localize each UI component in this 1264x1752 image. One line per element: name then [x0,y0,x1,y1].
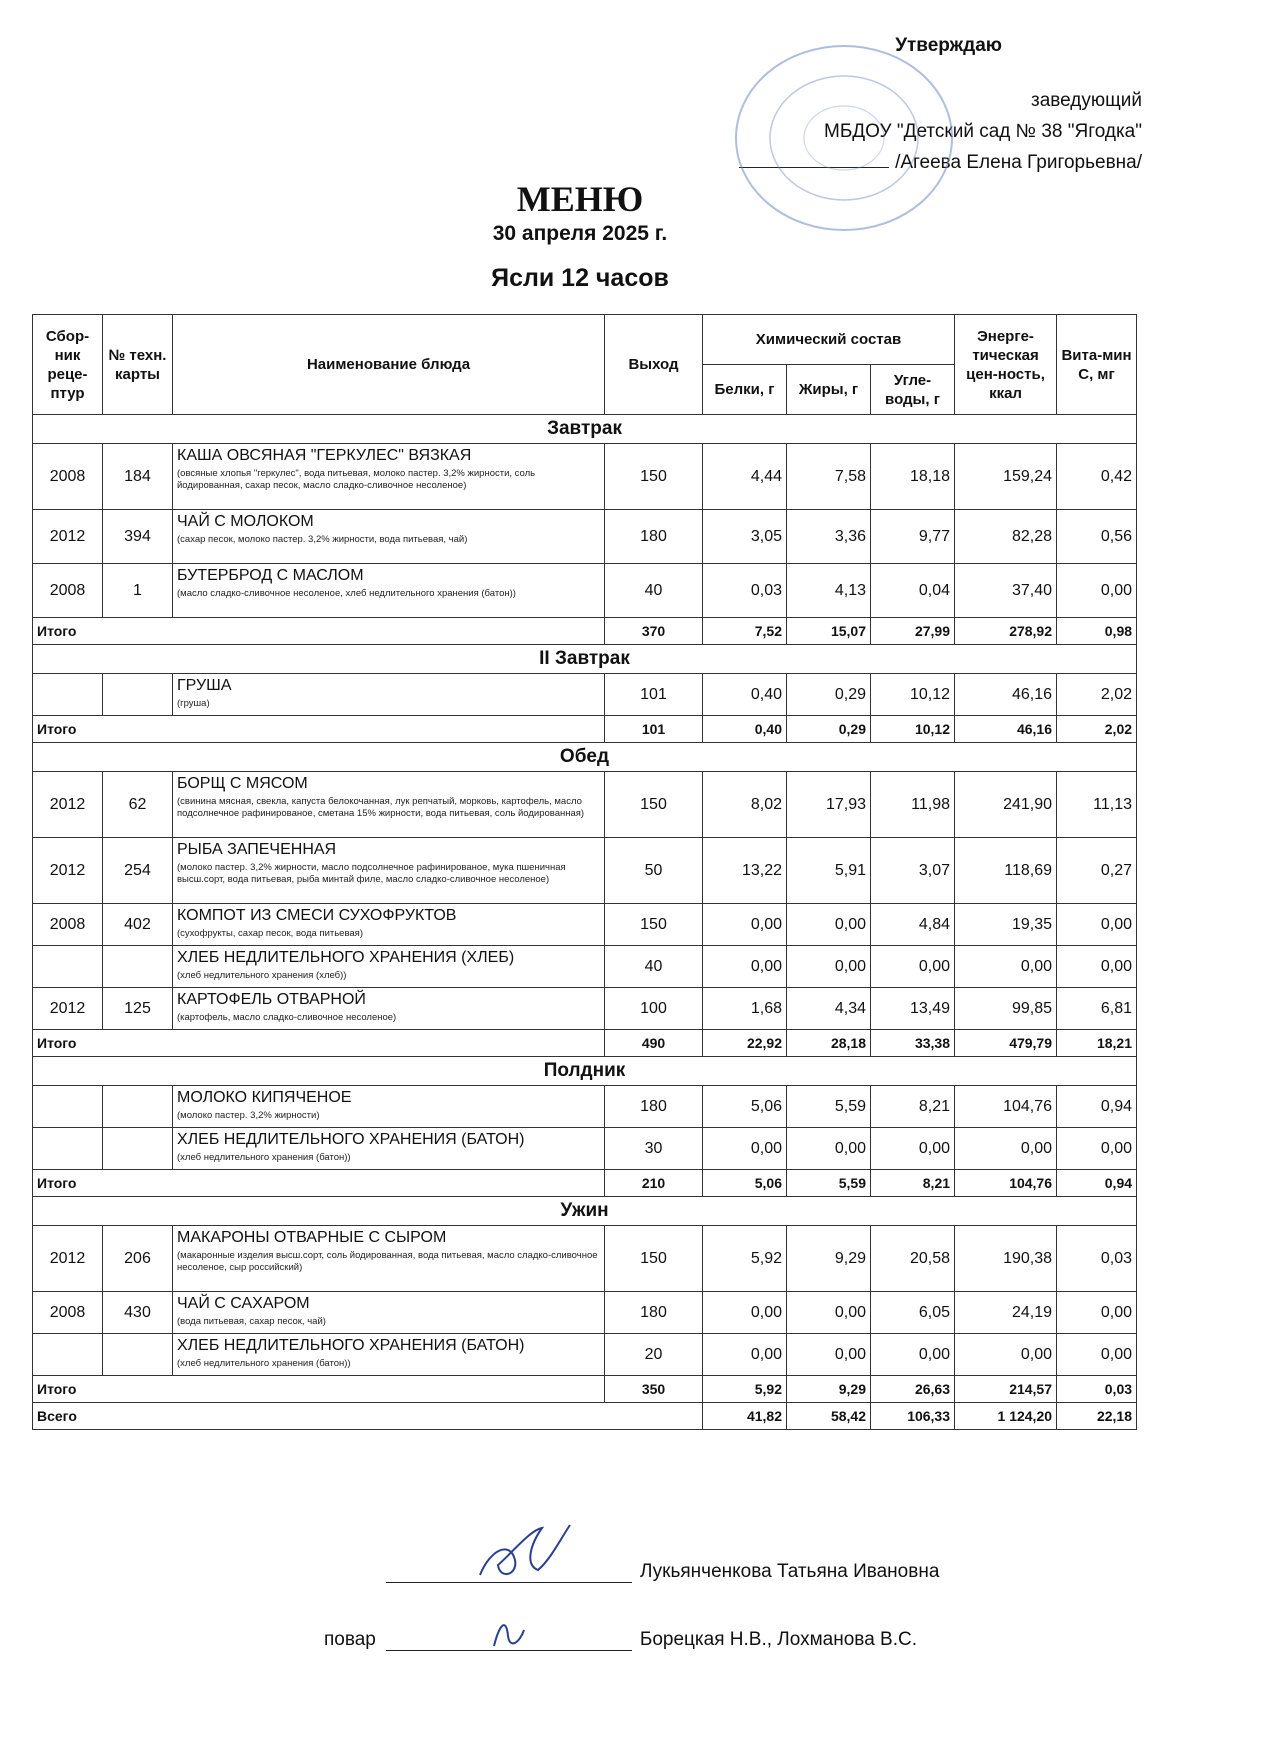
dish-row [33,1334,1137,1376]
dish-cell [173,674,605,716]
dish-ingredients: (хлеб недлительного хранения (батон)) [177,1358,351,1369]
fat-value: 4,34 [787,988,871,1030]
vitamin-c-value: 0,27 [1057,838,1137,904]
carbs-value: 0,04 [871,564,955,618]
protein-value: 4,44 [703,444,787,510]
header-yield: Выход [605,315,703,415]
total-yield: 210 [605,1170,703,1197]
total-yield: 370 [605,618,703,645]
vitamin-c-value: 0,03 [1057,1226,1137,1292]
dish-cell [173,444,605,510]
dish-cell [173,838,605,904]
total-carbs: 8,21 [871,1170,955,1197]
energy-value: 24,19 [955,1292,1057,1334]
total-energy: 104,76 [955,1170,1057,1197]
yield-value: 180 [605,510,703,564]
protein-value: 5,06 [703,1086,787,1128]
recipe-collection: 2008 [33,904,103,946]
recipe-collection [33,1086,103,1128]
dish-cell [173,904,605,946]
energy-value: 190,38 [955,1226,1057,1292]
fat-value: 5,59 [787,1086,871,1128]
yield-value: 101 [605,674,703,716]
carbs-value: 13,49 [871,988,955,1030]
recipe-collection [33,946,103,988]
total-protein: 7,52 [703,618,787,645]
cook-names: Борецкая Н.В., Лохманова В.С. [639,1629,917,1650]
grand-total-energy: 1 124,20 [955,1403,1057,1430]
tech-card-number [103,1128,173,1170]
carbs-value: 4,84 [871,904,955,946]
dish-row [33,988,1137,1030]
signer-name: Лукьянченкова Татьяна Ивановна [640,1561,940,1582]
dish-name: ХЛЕБ НЕДЛИТЕЛЬНОГО ХРАНЕНИЯ (БАТОН) [177,1337,525,1354]
signature-row-head [386,1560,939,1583]
dish-name: КАША ОВСЯНАЯ "ГЕРКУЛЕС" ВЯЗКАЯ [177,447,472,464]
dish-ingredients: (свинина мясная, свекла, капуста белокочанная, лук репчатый, морковь, картофель, масло подсолнечное рафинированое, сметана 15% жирности, вода питьевая, соль йодированная) [177,796,585,819]
total-vitamin-c: 18,21 [1057,1030,1137,1057]
dish-ingredients: (сухофрукты, сахар песок, вода питьевая) [177,928,363,939]
approver-name: /Агеева Елена Григорьевна/ [895,152,1142,173]
total-vitamin-c: 0,98 [1057,618,1137,645]
fat-value: 3,36 [787,510,871,564]
approver-position: заведующий [1030,90,1142,111]
dish-ingredients: (хлеб недлительного хранения (хлеб)) [177,970,347,981]
total-label: Итого [33,1030,605,1057]
carbs-value: 9,77 [871,510,955,564]
recipe-collection: 2012 [33,988,103,1030]
protein-value: 0,00 [703,1334,787,1376]
protein-value: 5,92 [703,1226,787,1292]
grand-total-row [33,1403,1137,1430]
approve-label: Утверждаю [895,35,1002,56]
total-label: Итого [33,716,605,743]
vitamin-c-value: 0,42 [1057,444,1137,510]
dish-name: ЧАЙ С МОЛОКОМ [177,513,314,530]
handwritten-signature [484,1606,534,1656]
carbs-value: 0,00 [871,1334,955,1376]
header-vitc: Вита-мин С, мг [1057,315,1137,415]
dish-row [33,674,1137,716]
total-label: Итого [33,618,605,645]
vitamin-c-value: 0,94 [1057,1086,1137,1128]
fat-value: 0,00 [787,1334,871,1376]
cook-label: повар [324,1629,376,1650]
dish-row [33,1292,1137,1334]
dish-ingredients: (овсяные хлопья "геркулес", вода питьевая, молоко пастер. 3,2% жирности, соль йодированная, сахар песок, масло сладко-сливочное несоленое) [177,468,536,491]
recipe-collection: 2012 [33,772,103,838]
tech-card-number: 62 [103,772,173,838]
tech-card-number: 394 [103,510,173,564]
fat-value: 0,29 [787,674,871,716]
recipe-collection: 2012 [33,838,103,904]
yield-value: 150 [605,1226,703,1292]
dish-name: МОЛОКО КИПЯЧЕНОЕ [177,1089,352,1106]
fat-value: 5,91 [787,838,871,904]
protein-value: 0,00 [703,946,787,988]
protein-value: 8,02 [703,772,787,838]
document-title: МЕНЮ [516,179,644,219]
tech-card-number: 184 [103,444,173,510]
dish-cell [173,1292,605,1334]
grand-total-label: Всего [33,1403,703,1430]
fat-value: 4,13 [787,564,871,618]
tech-card-number: 1 [103,564,173,618]
section-title: II Завтрак [33,645,1137,674]
energy-value: 0,00 [955,1334,1057,1376]
section-title: Полдник [33,1057,1137,1086]
yield-value: 40 [605,564,703,618]
fat-value: 9,29 [787,1226,871,1292]
energy-value: 37,40 [955,564,1057,618]
approver-organization: МБДОУ "Детский сад № 38 "Ягодка" [824,121,1142,142]
tech-card-number: 206 [103,1226,173,1292]
section-row [33,415,1137,444]
header-chem: Химический состав [703,315,955,365]
yield-value: 100 [605,988,703,1030]
group-name: Ясли 12 часов [491,264,669,292]
tech-card-number: 430 [103,1292,173,1334]
dish-ingredients: (хлеб недлительного хранения (батон)) [177,1152,351,1163]
table-body [33,415,1137,1430]
protein-value: 3,05 [703,510,787,564]
protein-value: 0,00 [703,904,787,946]
carbs-value: 8,21 [871,1086,955,1128]
header-fat: Жиры, г [787,365,871,415]
yield-value: 40 [605,946,703,988]
tech-card-number: 125 [103,988,173,1030]
fat-value: 7,58 [787,444,871,510]
section-title: Завтрак [33,415,1137,444]
dish-row [33,772,1137,838]
total-protein: 5,06 [703,1170,787,1197]
dish-row [33,444,1137,510]
dish-row [33,904,1137,946]
total-carbs: 10,12 [871,716,955,743]
recipe-collection: 2008 [33,444,103,510]
section-row [33,1197,1137,1226]
dish-cell [173,946,605,988]
protein-value: 0,00 [703,1128,787,1170]
recipe-collection [33,674,103,716]
header-card: № техн. карты [103,315,173,415]
yield-value: 180 [605,1292,703,1334]
table-header [33,315,1137,415]
section-row [33,645,1137,674]
vitamin-c-value: 0,00 [1057,904,1137,946]
dish-name: ЧАЙ С САХАРОМ [177,1295,310,1312]
total-vitamin-c: 2,02 [1057,716,1137,743]
fat-value: 0,00 [787,946,871,988]
fat-value: 17,93 [787,772,871,838]
energy-value: 104,76 [955,1086,1057,1128]
dish-row [33,1128,1137,1170]
total-energy: 479,79 [955,1030,1057,1057]
dish-name: ГРУША [177,677,232,694]
protein-value: 1,68 [703,988,787,1030]
recipe-collection: 2008 [33,1292,103,1334]
energy-value: 99,85 [955,988,1057,1030]
dish-ingredients: (картофель, масло сладко-сливочное несоленое) [177,1012,397,1023]
total-vitamin-c: 0,03 [1057,1376,1137,1403]
tech-card-number [103,674,173,716]
section-total-row [33,716,1137,743]
total-protein: 0,40 [703,716,787,743]
dish-name: ХЛЕБ НЕДЛИТЕЛЬНОГО ХРАНЕНИЯ (БАТОН) [177,1131,525,1148]
total-protein: 5,92 [703,1376,787,1403]
energy-value: 19,35 [955,904,1057,946]
energy-value: 118,69 [955,838,1057,904]
yield-value: 150 [605,904,703,946]
header-carbs: Угле-воды, г [871,365,955,415]
carbs-value: 6,05 [871,1292,955,1334]
recipe-collection: 2008 [33,564,103,618]
dish-ingredients: (сахар песок, молоко пастер. 3,2% жирности, вода питьевая, чай) [177,534,468,545]
total-label: Итого [33,1376,605,1403]
recipe-collection: 2012 [33,510,103,564]
vitamin-c-value: 0,56 [1057,510,1137,564]
energy-value: 0,00 [955,1128,1057,1170]
yield-value: 50 [605,838,703,904]
header-protein: Белки, г [703,365,787,415]
dish-ingredients: (макаронные изделия высш.сорт, соль йодированная, вода питьевая, масло сладко-сливочное несоленое, сыр российский) [177,1250,598,1273]
total-energy: 278,92 [955,618,1057,645]
dish-name: БУТЕРБРОД С МАСЛОМ [177,567,364,584]
protein-value: 0,00 [703,1292,787,1334]
grand-total-vitamin-c: 22,18 [1057,1403,1137,1430]
section-title: Ужин [33,1197,1137,1226]
grand-total-carbs: 106,33 [871,1403,955,1430]
carbs-value: 0,00 [871,946,955,988]
dish-row [33,510,1137,564]
carbs-value: 10,12 [871,674,955,716]
tech-card-number [103,1086,173,1128]
total-fat: 15,07 [787,618,871,645]
carbs-value: 11,98 [871,772,955,838]
dish-name: БОРЩ С МЯСОМ [177,775,308,792]
total-fat: 0,29 [787,716,871,743]
header-energy: Энерге-тическая цен-ность, ккал [955,315,1057,415]
signature-row-cook [324,1628,917,1651]
dish-cell [173,1334,605,1376]
header-collection: Сбор-ник реце-птур [33,315,103,415]
energy-value: 0,00 [955,946,1057,988]
dish-cell [173,772,605,838]
total-carbs: 27,99 [871,618,955,645]
vitamin-c-value: 0,00 [1057,1292,1137,1334]
vitamin-c-value: 0,00 [1057,1128,1137,1170]
carbs-value: 0,00 [871,1128,955,1170]
section-title: Обед [33,743,1137,772]
dish-cell [173,1128,605,1170]
total-yield: 101 [605,716,703,743]
yield-value: 180 [605,1086,703,1128]
fat-value: 0,00 [787,1128,871,1170]
section-total-row [33,1170,1137,1197]
dish-ingredients: (вода питьевая, сахар песок, чай) [177,1316,326,1327]
total-protein: 22,92 [703,1030,787,1057]
vitamin-c-value: 0,00 [1057,1334,1137,1376]
energy-value: 159,24 [955,444,1057,510]
header-dish: Наименование блюда [173,315,605,415]
yield-value: 20 [605,1334,703,1376]
vitamin-c-value: 2,02 [1057,674,1137,716]
yield-value: 150 [605,772,703,838]
total-energy: 46,16 [955,716,1057,743]
fat-value: 0,00 [787,904,871,946]
total-yield: 350 [605,1376,703,1403]
dish-ingredients: (груша) [177,698,210,709]
dish-row [33,1226,1137,1292]
handwritten-signature [470,1520,590,1590]
yield-value: 150 [605,444,703,510]
total-fat: 5,59 [787,1170,871,1197]
protein-value: 13,22 [703,838,787,904]
dish-row [33,1086,1137,1128]
total-label: Итого [33,1170,605,1197]
total-vitamin-c: 0,94 [1057,1170,1137,1197]
recipe-collection [33,1128,103,1170]
dish-row [33,946,1137,988]
protein-value: 0,40 [703,674,787,716]
dish-name: РЫБА ЗАПЕЧЕННАЯ [177,841,337,858]
total-carbs: 26,63 [871,1376,955,1403]
grand-total-fat: 58,42 [787,1403,871,1430]
vitamin-c-value: 0,00 [1057,564,1137,618]
section-total-row [33,618,1137,645]
grand-total-protein: 41,82 [703,1403,787,1430]
dish-name: КАРТОФЕЛЬ ОТВАРНОЙ [177,991,366,1008]
fat-value: 0,00 [787,1292,871,1334]
total-carbs: 33,38 [871,1030,955,1057]
dish-ingredients: (молоко пастер. 3,2% жирности) [177,1110,320,1121]
protein-value: 0,03 [703,564,787,618]
dish-cell [173,988,605,1030]
yield-value: 30 [605,1128,703,1170]
dish-row [33,564,1137,618]
energy-value: 82,28 [955,510,1057,564]
energy-value: 241,90 [955,772,1057,838]
section-row [33,743,1137,772]
total-energy: 214,57 [955,1376,1057,1403]
dish-cell [173,1226,605,1292]
section-total-row [33,1376,1137,1403]
vitamin-c-value: 0,00 [1057,946,1137,988]
tech-card-number [103,946,173,988]
section-total-row [33,1030,1137,1057]
dish-name: МАКАРОНЫ ОТВАРНЫЕ С СЫРОМ [177,1229,447,1246]
menu-date: 30 апреля 2025 г. [492,222,668,245]
vitamin-c-value: 11,13 [1057,772,1137,838]
vitamin-c-value: 6,81 [1057,988,1137,1030]
tech-card-number: 402 [103,904,173,946]
carbs-value: 20,58 [871,1226,955,1292]
dish-row [33,838,1137,904]
dish-name: ХЛЕБ НЕДЛИТЕЛЬНОГО ХРАНЕНИЯ (ХЛЕБ) [177,949,515,966]
recipe-collection [33,1334,103,1376]
carbs-value: 18,18 [871,444,955,510]
tech-card-number: 254 [103,838,173,904]
dish-name: КОМПОТ ИЗ СМЕСИ СУХОФРУКТОВ [177,907,457,924]
total-yield: 490 [605,1030,703,1057]
dish-ingredients: (молоко пастер. 3,2% жирности, масло подсолнечное рафинированое, мука пшеничная высш.сорт, вода питьевая, рыба минтай филе, масло сладко-сливочное несоленое) [177,862,566,885]
dish-cell [173,564,605,618]
menu-table [32,314,1137,1430]
total-fat: 28,18 [787,1030,871,1057]
dish-cell [173,510,605,564]
total-fat: 9,29 [787,1376,871,1403]
section-row [33,1057,1137,1086]
dish-cell [173,1086,605,1128]
dish-ingredients: (масло сладко-сливочное несоленое, хлеб недлительного хранения (батон)) [177,588,516,599]
recipe-collection: 2012 [33,1226,103,1292]
tech-card-number [103,1334,173,1376]
energy-value: 46,16 [955,674,1057,716]
carbs-value: 3,07 [871,838,955,904]
